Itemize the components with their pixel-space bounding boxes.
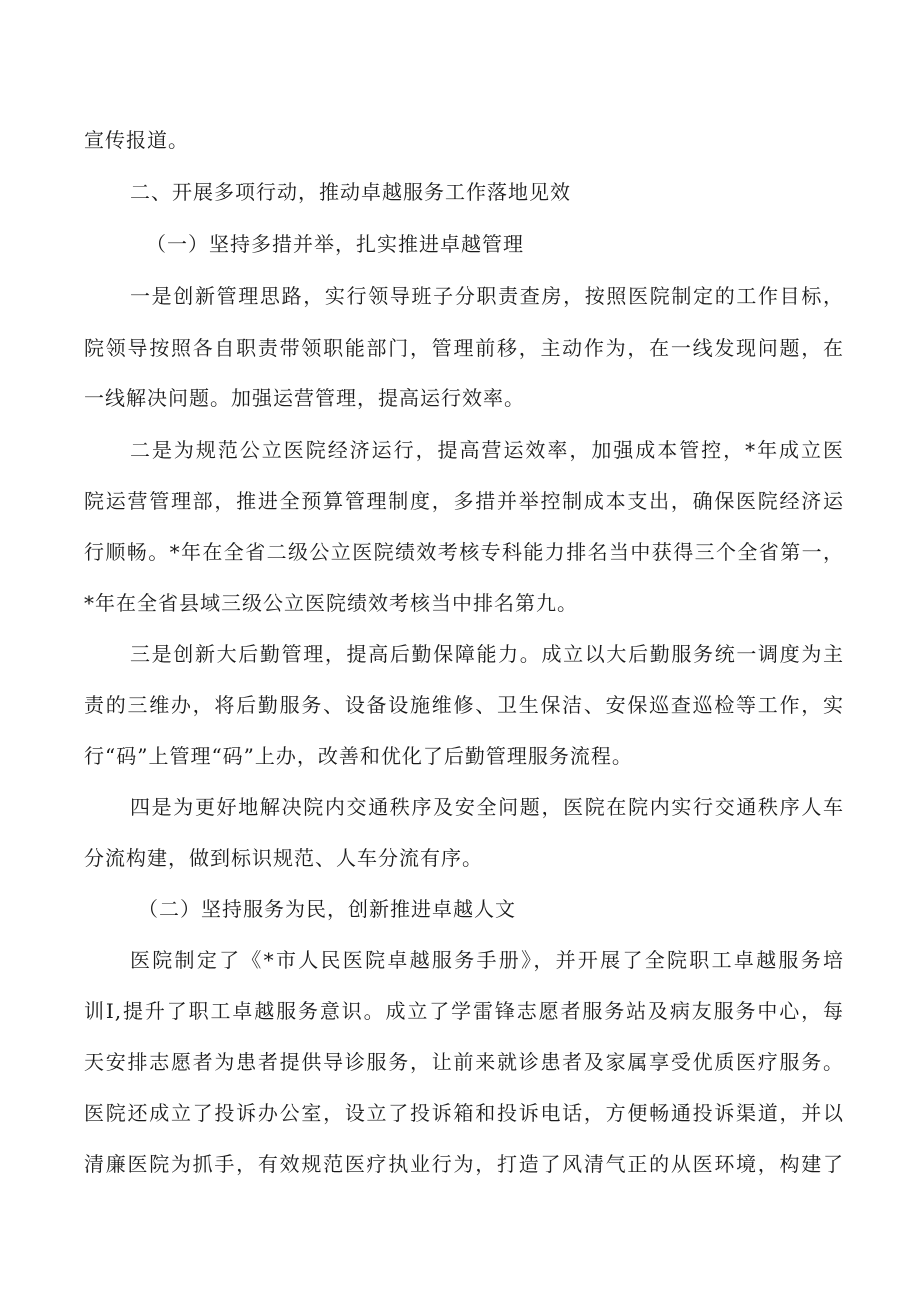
subsection-heading: （一）坚持多措并举，扎实推进卓越管理	[146, 232, 524, 256]
paragraph-line: 二是为规范公立医院经济运行，提高营运效率，加强成本管控，*年成立医	[130, 438, 844, 462]
paragraph-line: 院运营管理部，推进全预算管理制度，多措并举控制成本支出，确保医院经济运	[84, 489, 844, 513]
paragraph-line: 清廉医院为抓手，有效规范医疗执业行为，打造了风清气正的从医环境，构建了	[84, 1152, 844, 1176]
paragraph-line: *年在全省县域三级公立医院绩效考核当中排名第九。	[84, 591, 578, 615]
paragraph-line: 院领导按照各自职责带领职能部门，管理前移，主动作为，在一线发现问题，在	[84, 336, 844, 360]
paragraph-line: 医院还成立了投诉办公室，设立了投诉箱和投诉电话，方便畅通投诉渠道，并以	[84, 1101, 844, 1125]
paragraph-line: 天安排志愿者为患者提供导诊服务，让前来就诊患者及家属享受优质医疗服务。	[84, 1050, 844, 1074]
paragraph-line: 责的三维办，将后勤服务、设备设施维修、卫生保洁、安保巡查巡检等工作，实	[84, 693, 844, 717]
paragraph-line: 四是为更好地解决院内交通秩序及安全问题，医院在院内实行交通秩序人车	[130, 795, 844, 819]
subsection-heading: （二）坚持服务为民，创新推进卓越人文	[138, 897, 516, 921]
paragraph-continuation: 宣传报道。	[84, 128, 189, 152]
paragraph-line: 一是创新管理思路，实行领导班子分职责查房，按照医院制定的工作目标，	[130, 284, 844, 308]
paragraph-line: 行顺畅。*年在全省二级公立医院绩效考核专科能力排名当中获得三个全省第一，	[84, 540, 844, 564]
section-heading: 二、开展多项行动，推动卓越服务工作落地见效	[130, 180, 571, 204]
paragraph-line: 三是创新大后勤管理，提高后勤保障能力。成立以大后勤服务统一调度为主	[130, 642, 844, 666]
paragraph-line: 医院制定了《*市人民医院卓越服务手册》，并开展了全院职工卓越服务培	[130, 948, 844, 972]
paragraph-line: 行“码”上管理“码”上办，改善和优化了后勤管理服务流程。	[84, 744, 633, 768]
paragraph-line: 训I,提升了职工卓越服务意识。成立了学雷锋志愿者服务站及病友服务中心，每	[84, 999, 844, 1023]
paragraph-line: 分流构建，做到标识规范、人车分流有序。	[84, 846, 483, 870]
paragraph-line: 一线解决问题。加强运营管理，提高运行效率。	[84, 386, 525, 410]
